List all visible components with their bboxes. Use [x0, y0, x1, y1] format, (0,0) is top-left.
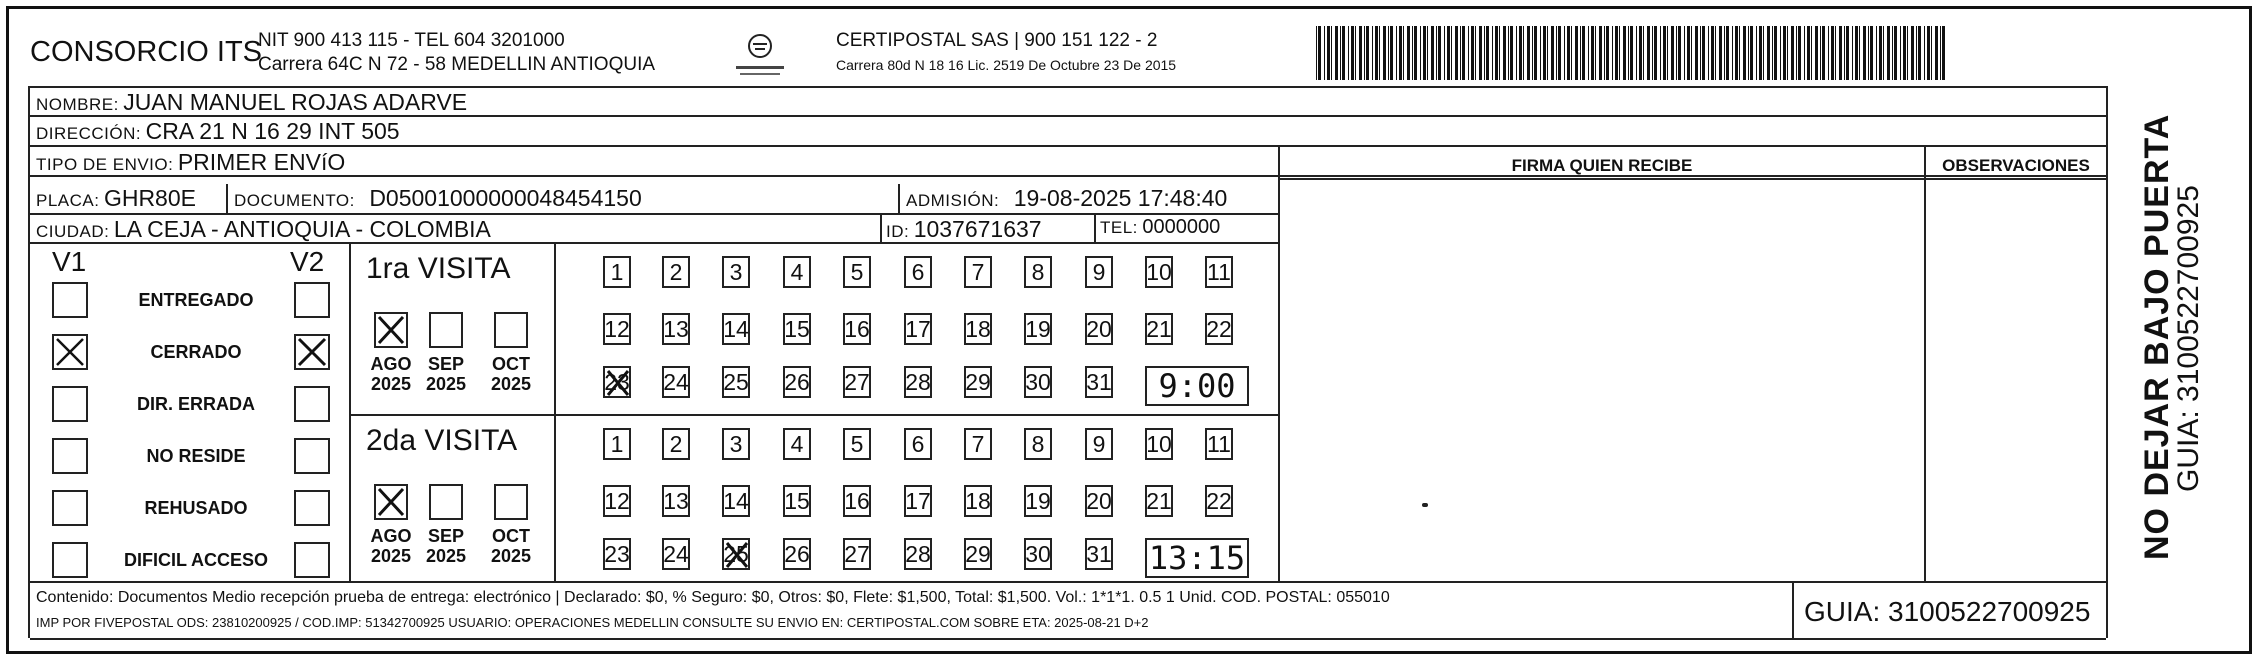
- day-number: 22: [1206, 487, 1232, 514]
- day-cell[interactable]: [722, 485, 750, 517]
- month-label: [364, 354, 418, 394]
- name-value: JUAN MANUEL ROJAS ADARVE: [123, 89, 468, 115]
- month-label: [419, 526, 473, 566]
- plate-value: GHR80E: [103, 185, 196, 211]
- day-number: 5: [850, 430, 864, 457]
- day-number: 20: [1086, 487, 1112, 514]
- v1-checkbox[interactable]: [52, 438, 88, 474]
- day-cell[interactable]: [843, 366, 871, 398]
- signature-area[interactable]: [1282, 181, 1922, 579]
- day-cell[interactable]: [662, 366, 690, 398]
- footer-guia: GUIA: 3100522700925: [1804, 596, 2091, 627]
- day-cell[interactable]: [1085, 538, 1113, 570]
- day-number: 20: [1086, 315, 1112, 342]
- day-number: 7: [971, 430, 985, 457]
- day-number: 21: [1146, 315, 1172, 342]
- day-number: 31: [1086, 368, 1112, 395]
- day-number: 25: [723, 368, 749, 395]
- day-cell[interactable]: [843, 485, 871, 517]
- day-cell[interactable]: [603, 313, 631, 345]
- status-label: ENTREGADO: [138, 290, 254, 310]
- status-label: DIR. ERRADA: [136, 394, 255, 414]
- day-number: 28: [905, 540, 931, 567]
- day-number: 13: [663, 315, 689, 342]
- day-number: 9: [1092, 430, 1106, 457]
- day-number: 18: [965, 487, 991, 514]
- v2-checkbox[interactable]: [294, 334, 330, 370]
- day-number: 27: [844, 540, 870, 567]
- day-cell[interactable]: [904, 485, 932, 517]
- tel-row: [1100, 216, 1220, 239]
- day-number: 19: [1025, 487, 1051, 514]
- month-checkbox[interactable]: [374, 484, 408, 520]
- day-cell[interactable]: [904, 366, 932, 398]
- day-number: 28: [905, 368, 931, 395]
- footer-contents: Contenido: Documentos Medio recepción prueba de entrega: electrónico | Declarado: $0, % Seguro: $0, Otros: $0, Flete: $1,500, Total: $1,500. Vol.: 1*1*1. 0.5 1 Unid. COD. POSTAL: 055010: [36, 589, 1390, 606]
- month-label: [364, 526, 418, 566]
- city-label: CIUDAD:: [36, 222, 110, 241]
- day-number: 7: [971, 258, 985, 285]
- day-cell[interactable]: [603, 256, 631, 288]
- visit-time-box[interactable]: [1145, 538, 1249, 578]
- v2-checkbox[interactable]: [294, 282, 330, 318]
- day-cell[interactable]: [722, 538, 750, 570]
- type-label: TIPO DE ENVIO:: [36, 155, 174, 174]
- nit-line: NIT 900 413 115 - TEL 604 3201000: [258, 30, 565, 51]
- month-label: [419, 354, 473, 394]
- day-number: 30: [1025, 540, 1051, 567]
- day-number: 9: [1092, 258, 1106, 285]
- visit-title: 1ra VISITA: [366, 252, 511, 285]
- day-cell[interactable]: [843, 313, 871, 345]
- day-number: 11: [1207, 430, 1231, 457]
- month-label: [484, 354, 538, 394]
- month-year: 2025: [490, 374, 532, 394]
- day-cell[interactable]: [1085, 428, 1113, 460]
- day-number: 12: [604, 487, 630, 514]
- day-cell[interactable]: [722, 256, 750, 288]
- status-label: NO RESIDE: [146, 446, 246, 466]
- day-number: 3: [729, 258, 743, 285]
- carrier-logo: [730, 30, 790, 82]
- month-checkbox[interactable]: [494, 484, 528, 520]
- day-cell[interactable]: [722, 313, 750, 345]
- day-cell[interactable]: [1205, 485, 1233, 517]
- day-number: 8: [1031, 430, 1045, 457]
- v1-label: V1: [52, 246, 87, 277]
- status-label: REHUSADO: [144, 498, 248, 518]
- day-cell[interactable]: [1085, 485, 1113, 517]
- day-number: 5: [850, 258, 864, 285]
- day-number: 16: [844, 315, 870, 342]
- day-cell[interactable]: [722, 366, 750, 398]
- id-row: [886, 216, 1042, 243]
- day-cell[interactable]: [1205, 428, 1233, 460]
- tel-value: 0000000: [1142, 216, 1221, 238]
- vertical-guia: GUIA: 3100522700925: [2172, 185, 2205, 492]
- day-cell[interactable]: [1085, 256, 1113, 288]
- day-cell[interactable]: [1024, 366, 1052, 398]
- month-name: AGO: [370, 526, 412, 546]
- day-cell[interactable]: [662, 485, 690, 517]
- observations-header: OBSERVACIONES: [1942, 156, 2090, 175]
- day-number: 15: [784, 315, 810, 342]
- carrier-line: CERTIPOSTAL SAS | 900 151 122 - 2: [836, 30, 1158, 51]
- day-number: 1: [610, 258, 624, 285]
- day-cell[interactable]: [1085, 313, 1113, 345]
- day-cell[interactable]: [964, 313, 992, 345]
- day-cell[interactable]: [964, 428, 992, 460]
- day-cell[interactable]: [783, 256, 811, 288]
- stray-mark: [1422, 503, 1428, 507]
- day-number: 2: [669, 258, 683, 285]
- document-label: DOCUMENTO:: [234, 191, 355, 210]
- day-cell[interactable]: [1024, 538, 1052, 570]
- type-row: [36, 149, 345, 176]
- address-label: DIRECCIÓN:: [36, 124, 142, 143]
- barcode: [1316, 26, 1950, 80]
- day-cell[interactable]: [722, 428, 750, 460]
- day-number: 4: [790, 430, 804, 457]
- month-year: 2025: [370, 374, 412, 394]
- day-number: 10: [1146, 258, 1172, 285]
- visit-time: 13:15: [1148, 539, 1246, 577]
- document-value: D05001000000048454150: [369, 185, 642, 211]
- company-name: CONSORCIO ITS: [30, 36, 263, 68]
- day-number: 23: [604, 540, 630, 567]
- day-number: 19: [1025, 315, 1051, 342]
- admission-label: ADMISIÓN:: [906, 191, 1000, 210]
- day-number: 2: [669, 430, 683, 457]
- v1-checkbox[interactable]: [52, 542, 88, 578]
- day-number: 22: [1206, 315, 1232, 342]
- v1-checkbox[interactable]: [52, 490, 88, 526]
- observations-area[interactable]: [1928, 181, 2104, 579]
- day-number: 17: [905, 487, 931, 514]
- day-cell[interactable]: [964, 485, 992, 517]
- footer-print-info: IMP POR FIVEPOSTAL ODS: 23810200925 / COD.IMP: 51342700925 USUARIO: OPERACIONES MEDELLIN CONSULTE SU ENVIO EN: CERTIPOSTAL.COM SOBRE ETA: 2025-08-21 D+2: [36, 615, 1149, 630]
- day-number: 14: [723, 487, 749, 514]
- day-number: 10: [1146, 430, 1172, 457]
- address-value: CRA 21 N 16 29 INT 505: [145, 118, 400, 144]
- city-value: LA CEJA - ANTIOQUIA - COLOMBIA: [113, 216, 491, 242]
- month-checkbox[interactable]: [429, 312, 463, 348]
- admission-value: 19-08-2025 17:48:40: [1013, 185, 1228, 211]
- document-row: [234, 185, 642, 212]
- day-cell[interactable]: [783, 366, 811, 398]
- type-value: PRIMER ENVíO: [177, 149, 346, 175]
- day-cell[interactable]: [1024, 313, 1052, 345]
- signature-header: FIRMA QUIEN RECIBE: [1511, 156, 1693, 175]
- day-cell[interactable]: [1145, 485, 1173, 517]
- v2-checkbox[interactable]: [294, 438, 330, 474]
- plate-label: PLACA:: [36, 191, 100, 210]
- name-row: [36, 89, 467, 116]
- month-year: 2025: [490, 546, 532, 566]
- month-year: 2025: [425, 546, 467, 566]
- id-value: 1037671637: [913, 216, 1042, 242]
- day-cell[interactable]: [603, 428, 631, 460]
- day-cell[interactable]: [904, 313, 932, 345]
- day-number: 25: [723, 540, 749, 567]
- check-x-icon: [296, 336, 328, 368]
- month-checkbox[interactable]: [494, 312, 528, 348]
- visit-time: 9:00: [1158, 367, 1236, 405]
- day-cell[interactable]: [904, 538, 932, 570]
- day-number: 31: [1086, 540, 1112, 567]
- v2-checkbox[interactable]: [294, 386, 330, 422]
- id-label: ID:: [886, 222, 910, 241]
- day-number: 4: [790, 258, 804, 285]
- month-checkbox[interactable]: [374, 312, 408, 348]
- day-number: 8: [1031, 258, 1045, 285]
- day-cell[interactable]: [662, 428, 690, 460]
- day-cell[interactable]: [662, 538, 690, 570]
- day-number: 3: [729, 430, 743, 457]
- month-name: AGO: [370, 354, 412, 374]
- day-number: 6: [911, 430, 925, 457]
- day-cell[interactable]: [1145, 428, 1173, 460]
- visit-time-box[interactable]: [1145, 366, 1249, 406]
- day-number: 26: [784, 368, 810, 395]
- day-number: 27: [844, 368, 870, 395]
- day-cell[interactable]: [843, 538, 871, 570]
- status-label: DIFICIL ACCESO: [123, 550, 268, 570]
- day-number: 18: [965, 315, 991, 342]
- day-cell[interactable]: [964, 538, 992, 570]
- visit-title: 2da VISITA: [366, 424, 518, 457]
- v1-checkbox[interactable]: [52, 334, 88, 370]
- day-number: 30: [1025, 368, 1051, 395]
- v2-label: V2: [290, 246, 325, 277]
- day-number: 17: [905, 315, 931, 342]
- day-number: 29: [965, 368, 991, 395]
- carrier-address: Carrera 80d N 18 16 Lic. 2519 De Octubre 23 De 2015: [836, 57, 1177, 73]
- day-cell[interactable]: [1024, 428, 1052, 460]
- day-cell[interactable]: [843, 256, 871, 288]
- day-number: 23: [604, 368, 630, 395]
- month-name: SEP: [427, 526, 465, 546]
- day-cell[interactable]: [783, 485, 811, 517]
- check-x-icon: [376, 486, 406, 518]
- vertical-warning: NO DEJAR BAJO PUERTA: [2138, 113, 2176, 560]
- v2-checkbox[interactable]: [294, 542, 330, 578]
- day-number: 6: [911, 258, 925, 285]
- day-cell[interactable]: [904, 256, 932, 288]
- day-cell[interactable]: [783, 428, 811, 460]
- day-cell[interactable]: [1205, 256, 1233, 288]
- day-cell[interactable]: [964, 366, 992, 398]
- month-year: 2025: [425, 374, 467, 394]
- day-cell[interactable]: [662, 256, 690, 288]
- tel-label: TEL:: [1100, 218, 1138, 237]
- day-cell[interactable]: [1085, 366, 1113, 398]
- month-label: [484, 526, 538, 566]
- address-line: Carrera 64C N 72 - 58 MEDELLIN ANTIOQUIA: [258, 54, 656, 75]
- day-number: 12: [604, 315, 630, 342]
- day-cell[interactable]: [603, 485, 631, 517]
- day-number: 13: [663, 487, 689, 514]
- day-number: 16: [844, 487, 870, 514]
- day-cell[interactable]: [662, 313, 690, 345]
- month-year: 2025: [370, 546, 412, 566]
- day-cell[interactable]: [843, 428, 871, 460]
- day-cell[interactable]: [603, 366, 631, 398]
- day-cell[interactable]: [783, 538, 811, 570]
- status-label: CERRADO: [150, 342, 242, 362]
- day-number: 21: [1146, 487, 1172, 514]
- month-name: OCT: [492, 354, 530, 374]
- day-number: 24: [663, 540, 689, 567]
- day-cell[interactable]: [783, 313, 811, 345]
- city-row: [36, 216, 491, 243]
- day-cell[interactable]: [1205, 313, 1233, 345]
- day-cell[interactable]: [904, 428, 932, 460]
- month-checkbox[interactable]: [429, 484, 463, 520]
- day-number: 26: [784, 540, 810, 567]
- address-row: [36, 118, 400, 145]
- day-cell[interactable]: [1024, 256, 1052, 288]
- day-cell[interactable]: [964, 256, 992, 288]
- v2-checkbox[interactable]: [294, 490, 330, 526]
- v1-checkbox[interactable]: [52, 386, 88, 422]
- day-cell[interactable]: [1145, 313, 1173, 345]
- month-name: SEP: [427, 354, 465, 374]
- day-number: 24: [663, 368, 689, 395]
- day-cell[interactable]: [1145, 256, 1173, 288]
- day-number: 29: [965, 540, 991, 567]
- day-number: 1: [610, 430, 624, 457]
- admission-row: [906, 185, 1227, 212]
- day-number: 14: [723, 315, 749, 342]
- day-cell[interactable]: [603, 538, 631, 570]
- day-number: 15: [784, 487, 810, 514]
- check-x-icon: [54, 336, 86, 368]
- check-x-icon: [376, 314, 406, 346]
- month-name: OCT: [492, 526, 530, 546]
- plate-row: [36, 185, 196, 212]
- day-cell[interactable]: [1024, 485, 1052, 517]
- v1-checkbox[interactable]: [52, 282, 88, 318]
- day-number: 11: [1207, 258, 1231, 285]
- name-label: NOMBRE:: [36, 95, 119, 114]
